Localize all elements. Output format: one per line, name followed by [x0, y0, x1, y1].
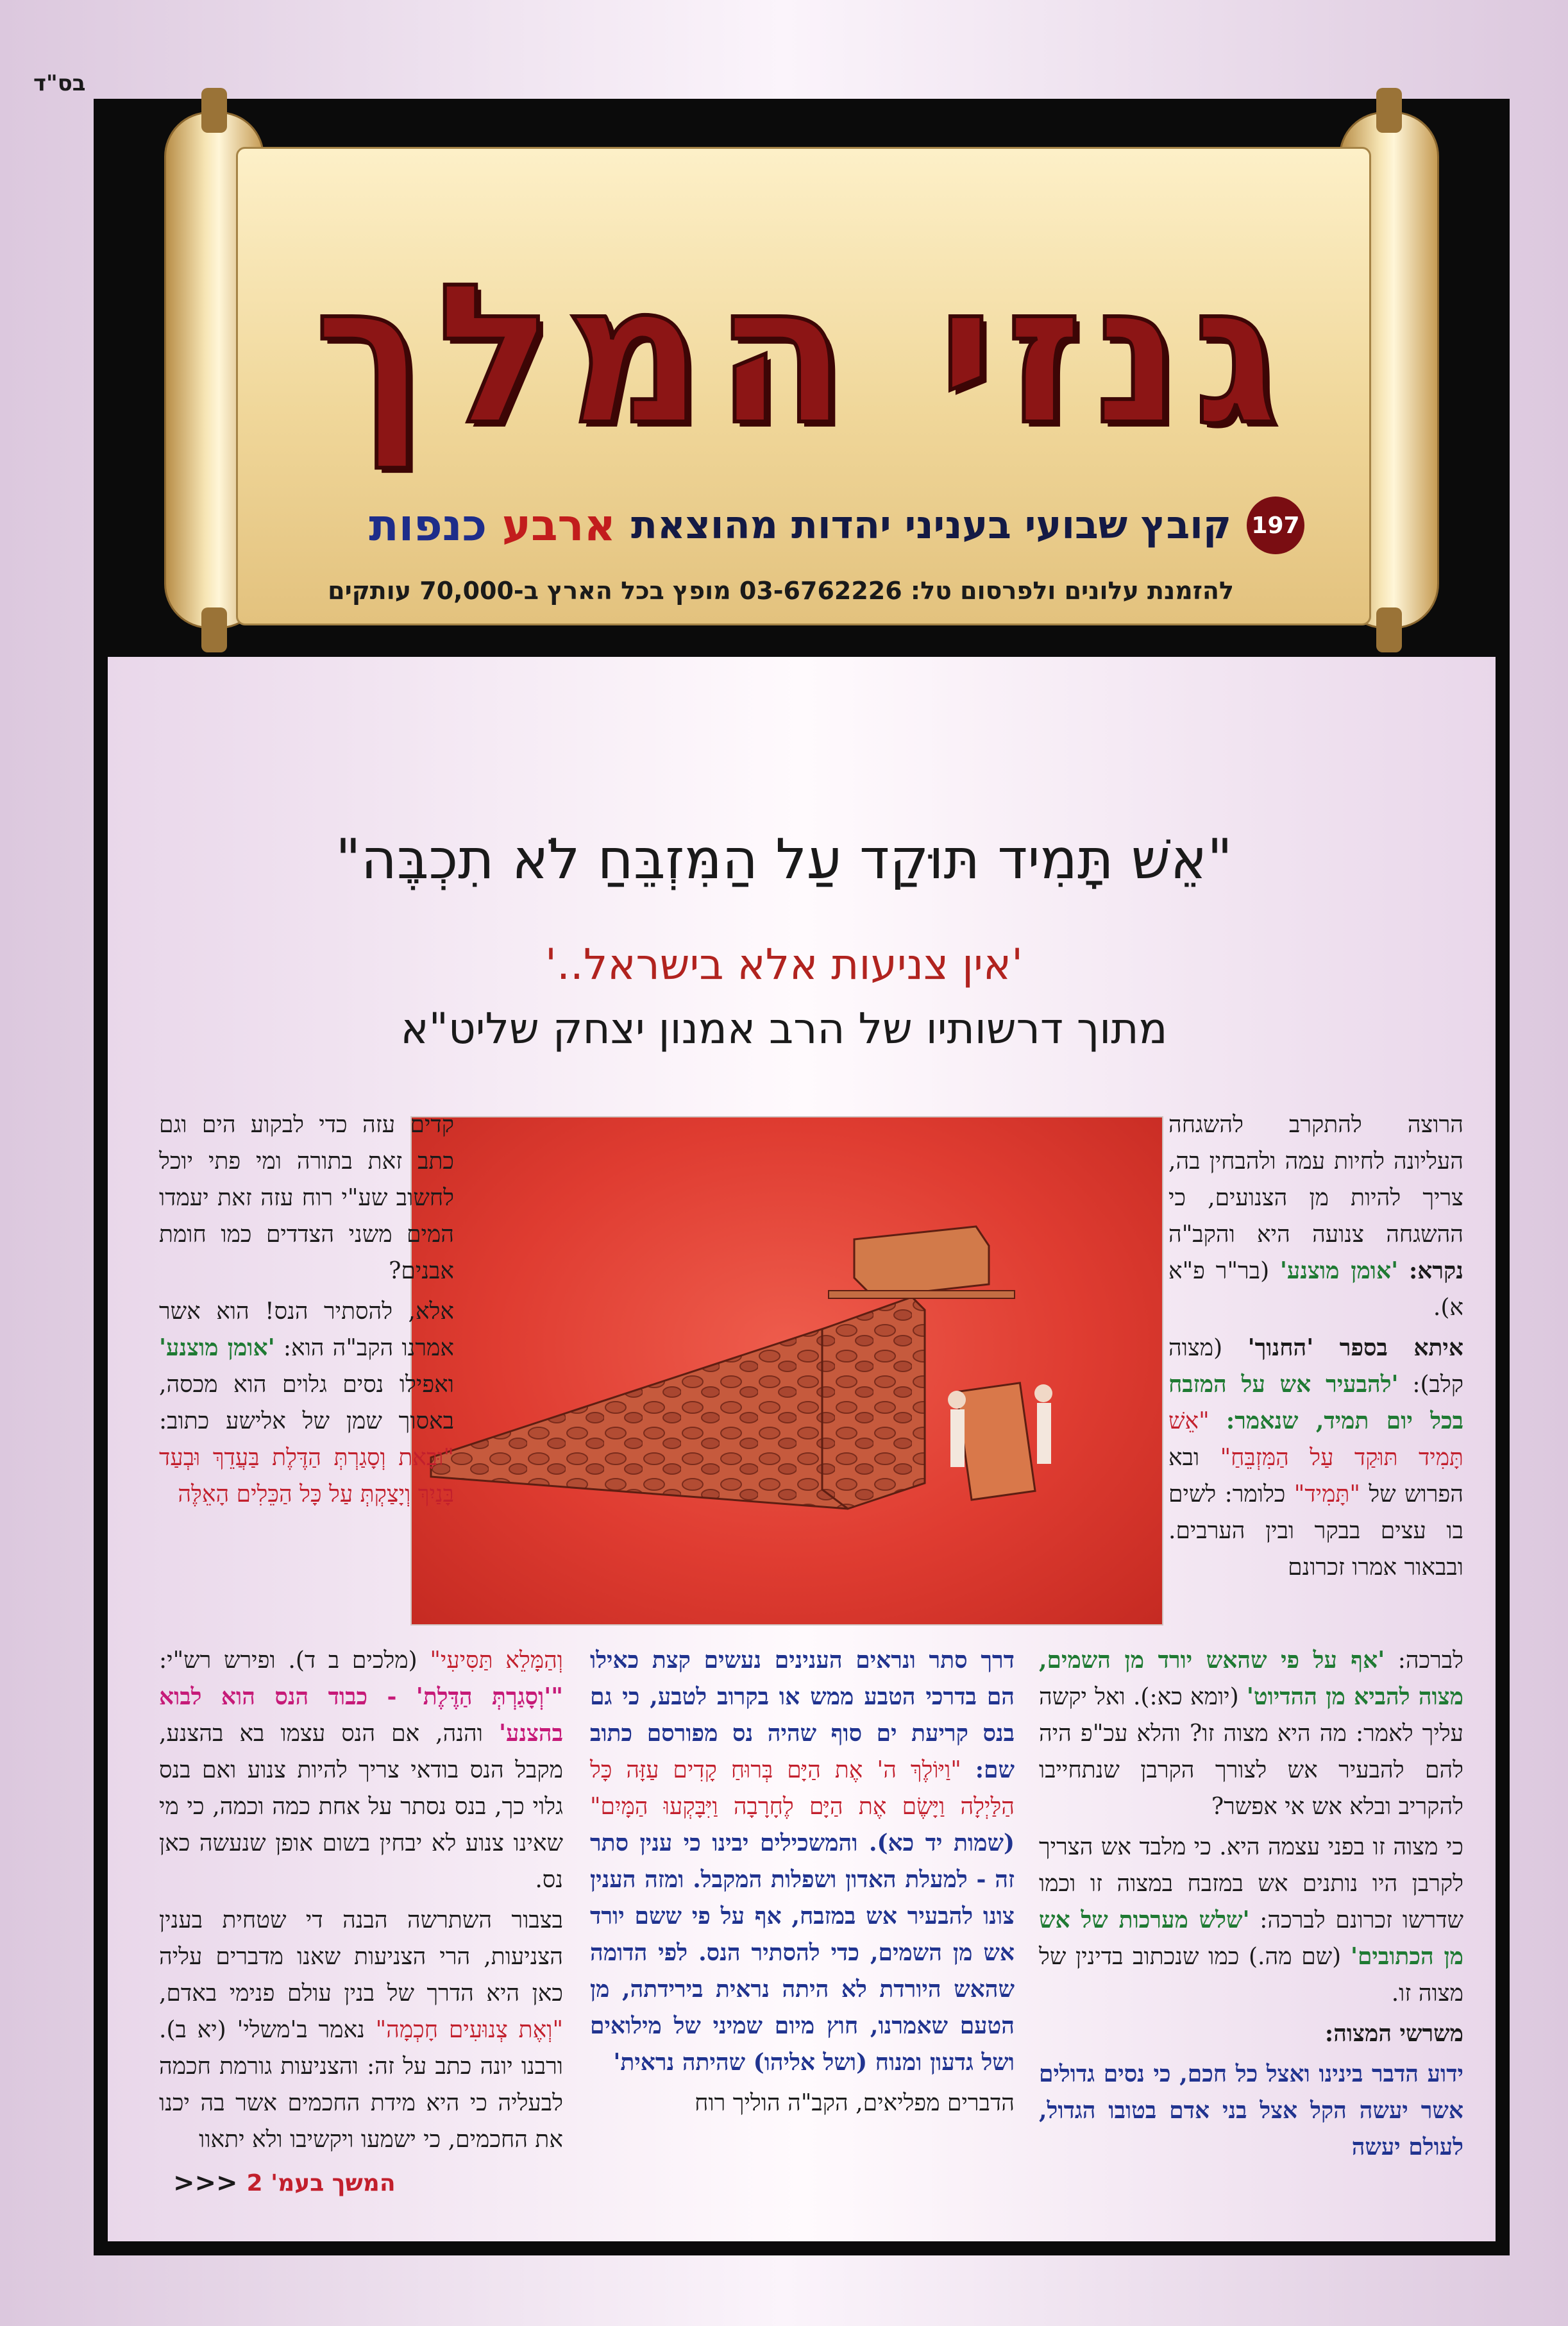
masthead-title: גנזי המלך — [314, 243, 1291, 467]
arrows-left-icon: <<< — [173, 2168, 238, 2198]
issue-number-badge: 197 — [1247, 497, 1304, 554]
illustration-altar-image — [410, 1116, 1163, 1626]
paragraph: דרך סתר ונראים הענינים נעשים קצת כאילו הם בדרכי הטבע ממש או בקרוב לטבע, כי גם בנס קריעת ים סוף שהיה נס מפורסם כתוב שם: "וַיּוֹלֶךְ ה' אֶת הַיָּם בְּרוּחַ קָדִים עַזָּה כָּל הַלַּיְלָה וַיָּשֶׂם אֶת הַיָּם לֶחָרָבָה וַיִּבָּקְעוּ הַמָּיִם" (שמות יד כא). והמשכילים יבינו כי ענין סתר זה - למעלת האדון ושפלות המקבל. ומזה הענין צונו להבעיר אש במזבח, אף על פי ששם יורד אש מן השמים, כדי להסתיר הנס. לפי הדומה שהאש היורדת לא היתה נראית בירידתה, מן הטעם שאמרנו, חוץ מיום שמיני של מילואים ושל גדעון ומנוח (ושל אליהו) שהיתה נראית' — [590, 1647, 1015, 2076]
column-middle-lower — [590, 1642, 1015, 2125]
contact-line: להזמנת עלונים ולפרסום טל: 03-6762226 מופץ בכל הארץ ב-70,000 עותקים — [328, 577, 1234, 605]
column-left-upper — [159, 1107, 454, 1516]
paragraph: איתא בספר 'החנוך' (מצוה קלב): 'להבעיר אש על המזבח בכל יום תמיד, שנאמר: "אֵשׁ תָּמִיד תּוּקַד עַל הַמִּזְבֵּחַ" ובא הפרוש של "תָּמִיד" כלומר: לשים בו עצים בבקר ובין הערבים. ובבאור אמרו זכרונם — [1168, 1334, 1463, 1581]
paragraph: משרשי המצוה: — [1324, 2020, 1463, 2047]
paragraph: קדים עזה כדי לבקוע הים וגם כתב זאת בתורה ומי פתי יוכל לחשוב שע"י רוח עזה זאת יעמדו המים משני הצדדים כמו חומת אבנים? — [159, 1112, 454, 1284]
paragraph: לברכה: 'אף על פי שהאש יורד מן השמים, מצוה להביא מן ההדיוט' (יומא כא:). ואל יקשה עליך לאמר: מה היא מצוה זו? והלא עכ"פ היה להם להבעיר אש לצורך הקרבן שנתחייבו להקריב ובלא אש אי אפשר? — [1039, 1647, 1464, 1820]
subheadline: 'אין צניעות אלא בישראל..' — [544, 940, 1024, 989]
masthead-subtitle-row — [369, 497, 1304, 554]
paragraph: הדברים מפליאים, הקב"ה הוליך רוח — [695, 2090, 1015, 2116]
ark-icon — [829, 1227, 1015, 1298]
column-right-lower — [1039, 1642, 1463, 2169]
column-right-upper — [1168, 1107, 1463, 1590]
paragraph: בצבור השתרשה הבנה די שטחית בענין הצניעות, הרי הצניעות שאנו מדברים עליה כאן היא הדרך של בנין עולם פנימי באדם, "וְאֶת צְנוּעִים חָכְמָה" נאמר ב'משלי' (יא ב). ורבנו יונה כתב על זה: והצניעות גורמת חכמה לבעליה כי היא מידת החכמים אשר בה יכנו את החכמים, כי ישמעו ויקשיבו ולא יתאוו — [159, 1907, 563, 2153]
figures-carrying-board-icon — [948, 1383, 1052, 1500]
continued-text: המשך בעמ' 2 — [246, 2169, 396, 2196]
column-left-lower — [159, 1642, 563, 2162]
page-top-label: בס"ד — [33, 71, 86, 96]
byline: מתוך דרשותיו של הרב אמנון יצחק שליט"א — [400, 1004, 1168, 1053]
altar-icon — [431, 1297, 925, 1509]
paragraph: ידוע הדבר בינינו ואצל כל חכם, כי נסים גדולים אשר יעשה הקל אצל בני אדם בטובו הגדול, לעולם יעשה — [1039, 2060, 1463, 2160]
paragraph: וְהַמָּלֵא תַּסִּיעִי" (מלכים ב ד). ופירש רש"י: "'וְסָגַרְתְּ הַדֶּלֶת' - כבוד הנס הוא לבוא בהצנע' והנה, אם הנס עצמו בא בהצנע, מקבל הנס בודאי צריך להיות צנוע ואם בנס גלוי כך, בנס נסתר על אחת כמה וכמה, כי מי שאינו צנוע לא יבחין בשום אופן שנעשה כאן נס. — [159, 1647, 564, 1893]
publisher-logo-part2: כנפות — [369, 500, 487, 551]
masthead — [94, 99, 1510, 657]
continued-on-page-link[interactable] — [173, 2168, 396, 2198]
paragraph: כי מצוה זו בפני עצמה היא. כי מלבד אש הצריך לקרבן היו נותנים אש במזבח במצוה זו וכמו שדרשו זכרונם לברכה: 'שלש מערכות של אש מן הכתובים' (שם מה.) כמו שנכתוב בדינין של מצוה זו. — [1039, 1834, 1464, 2007]
publisher-logo — [369, 500, 616, 551]
headline: "אֵשׁ תָּמִיד תּוּקַד עַל הַמִּזְבֵּחַ לֹא תִכְבֶּה" — [335, 828, 1233, 892]
masthead-subtitle: קובץ שבועי בעניני יהדות מהוצאת — [631, 503, 1231, 548]
paragraph: אלא, להסתיר הנס! הוא אשר אמרנו הקב"ה הוא: 'אומן מוצנע' ואפילו נסים גלוים הוא מכסה, באסוך שמן של אלישע כתוב: "וּבָאת וְסָגַרְתְּ הַדֶּלֶת בַּעֲדֵךְ וּבְעַד בָּנַיִךְ וְיָצַקְתְּ עַל כָּל הַכֵּלִים הָאֵלֶּה — [159, 1298, 454, 1507]
publisher-logo-part1: ארבע — [502, 500, 616, 551]
paragraph: הרוצה להתקרב להשגחה העליונה לחיות עמה ולהבחין בה, צריך להיות מן הצנועים, כי ההשגחה צנועה היא והקב"ה נקרא: 'אומן מוצנע' (בר"ר פ"א א). — [1168, 1112, 1463, 1321]
